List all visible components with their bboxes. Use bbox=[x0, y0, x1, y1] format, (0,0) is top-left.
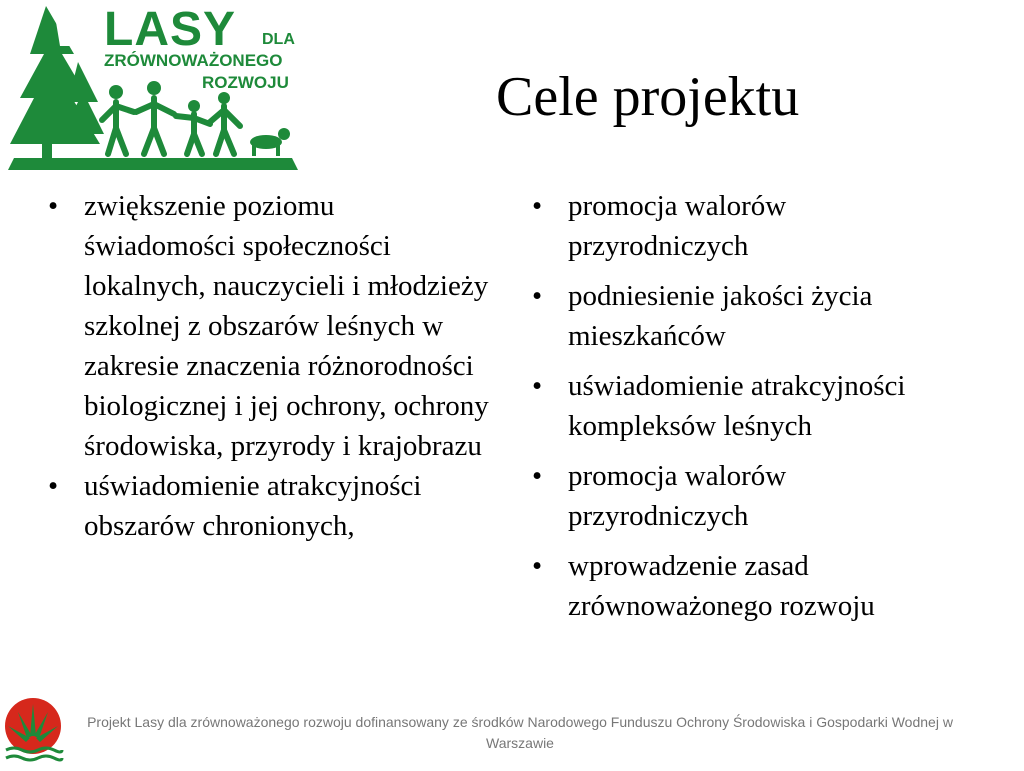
logo-word-rozwoju: ROZWOJU bbox=[202, 73, 289, 92]
bullet-item: • promocja walorów przyrodniczych bbox=[528, 456, 973, 536]
bullet-item: • promocja walorów przyrodniczych bbox=[528, 186, 973, 266]
bullet-item: • podniesienie jakości życia mieszkańców bbox=[528, 276, 973, 356]
logo-word-dla: DLA bbox=[262, 31, 295, 48]
slide-title: Cele projektu bbox=[496, 66, 800, 128]
footer-note: Projekt Lasy dla zrównoważonego rozwoju dofinansowany ze środków Narodowego Funduszu Ochrony Środowiska i Gospodarki Wodnej w Warszawie bbox=[87, 714, 953, 751]
project-logo bbox=[4, 2, 300, 174]
bullet-item: • zwiększenie poziomu świadomości społeczności lokalnych, nauczycieli i młodzieży szkolnej z obszarów leśnych w zakresie znaczenia różnorodności biologicznej i jej ochrony, ochrony środowiska, przyrody i krajobrazu bbox=[44, 186, 489, 466]
nfosigw-emblem-icon bbox=[2, 696, 64, 766]
right-bullet-list bbox=[528, 186, 973, 636]
logo-word-zrownowazonego: ZRÓWNOWAŻONEGO bbox=[104, 51, 283, 70]
left-bullet-list bbox=[44, 186, 489, 546]
bullet-item: • uświadomienie atrakcyjności kompleksów leśnych bbox=[528, 366, 973, 446]
logo-word-lasy: LASY bbox=[104, 3, 237, 56]
bullet-item: • wprowadzenie zasad zrównoważonego rozwoju bbox=[528, 546, 973, 626]
bullet-item: • uświadomienie atrakcyjności obszarów chronionych, bbox=[44, 466, 489, 546]
